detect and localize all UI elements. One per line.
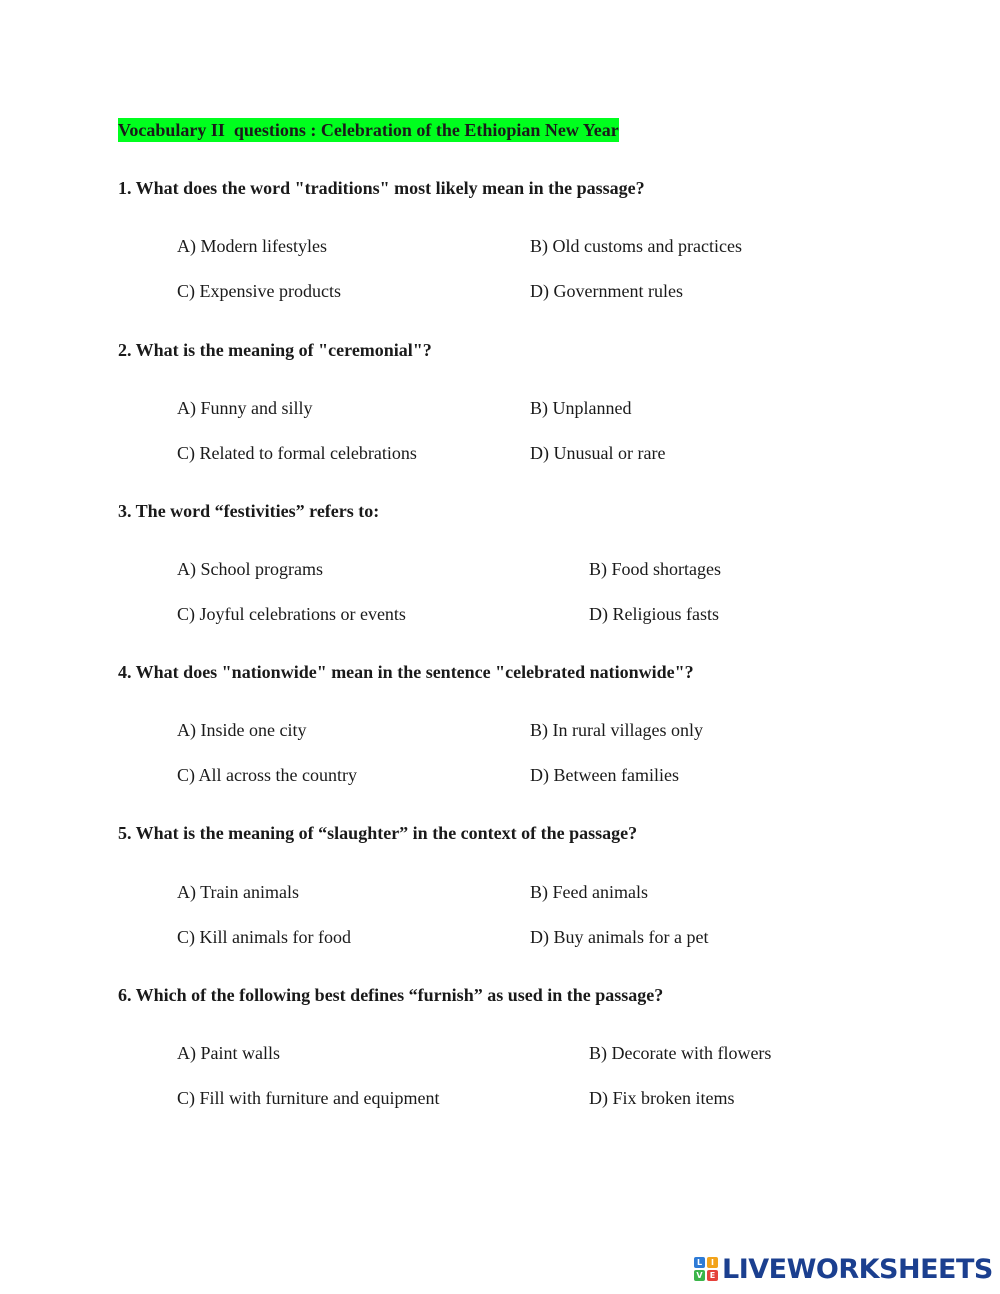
worksheet-title: Vocabulary II questions : Celebration of the Ethiopian New Year: [118, 120, 619, 140]
question-3: 3. The word “festivities” refers to:: [118, 501, 380, 521]
q1-option-c[interactable]: C) Expensive products: [177, 281, 341, 301]
q1-option-a[interactable]: A) Modern lifestyles: [177, 236, 327, 256]
logo-tile-i: I: [707, 1257, 718, 1268]
question-5: 5. What is the meaning of “slaughter” in the context of the passage?: [118, 823, 638, 843]
q3-option-a[interactable]: A) School programs: [177, 559, 323, 579]
q6-option-d[interactable]: D) Fix broken items: [589, 1088, 735, 1108]
q5-option-c[interactable]: C) Kill animals for food: [177, 927, 351, 947]
q6-option-b[interactable]: B) Decorate with flowers: [589, 1043, 772, 1063]
q3-option-d[interactable]: D) Religious fasts: [589, 604, 719, 624]
q4-option-a[interactable]: A) Inside one city: [177, 720, 307, 740]
q5-option-d[interactable]: D) Buy animals for a pet: [530, 927, 709, 947]
q5-option-b[interactable]: B) Feed animals: [530, 882, 648, 902]
q6-option-a[interactable]: A) Paint walls: [177, 1043, 280, 1063]
q1-option-b[interactable]: B) Old customs and practices: [530, 236, 742, 256]
q4-option-b[interactable]: B) In rural villages only: [530, 720, 703, 740]
q4-option-c[interactable]: C) All across the country: [177, 765, 357, 785]
liveworksheets-logo-icon: [694, 1257, 718, 1281]
q3-option-c[interactable]: C) Joyful celebrations or events: [177, 604, 406, 624]
question-6: 6. Which of the following best defines “furnish” as used in the passage?: [118, 985, 664, 1005]
q1-option-d[interactable]: D) Government rules: [530, 281, 683, 301]
q6-option-c[interactable]: C) Fill with furniture and equipment: [177, 1088, 440, 1108]
q5-option-a[interactable]: A) Train animals: [177, 882, 300, 902]
question-2: 2. What is the meaning of "ceremonial"?: [118, 340, 432, 360]
q2-option-c[interactable]: C) Related to formal celebrations: [177, 443, 417, 463]
question-4: 4. What does "nationwide" mean in the sentence "celebrated nationwide"?: [118, 662, 694, 682]
logo-tile-v: V: [694, 1270, 705, 1281]
q4-option-d[interactable]: D) Between families: [530, 765, 679, 785]
q2-option-d[interactable]: D) Unusual or rare: [530, 443, 666, 463]
logo-tile-l: L: [694, 1257, 705, 1268]
logo-tile-e: E: [707, 1270, 718, 1281]
question-1: 1. What does the word "traditions" most likely mean in the passage?: [118, 178, 645, 198]
q2-option-a[interactable]: A) Funny and silly: [177, 398, 313, 418]
q2-option-b[interactable]: B) Unplanned: [530, 398, 632, 418]
q3-option-b[interactable]: B) Food shortages: [589, 559, 721, 579]
liveworksheets-logo[interactable]: [694, 1254, 993, 1284]
liveworksheets-logo-text: LIVEWORKSHEETS: [722, 1253, 993, 1285]
